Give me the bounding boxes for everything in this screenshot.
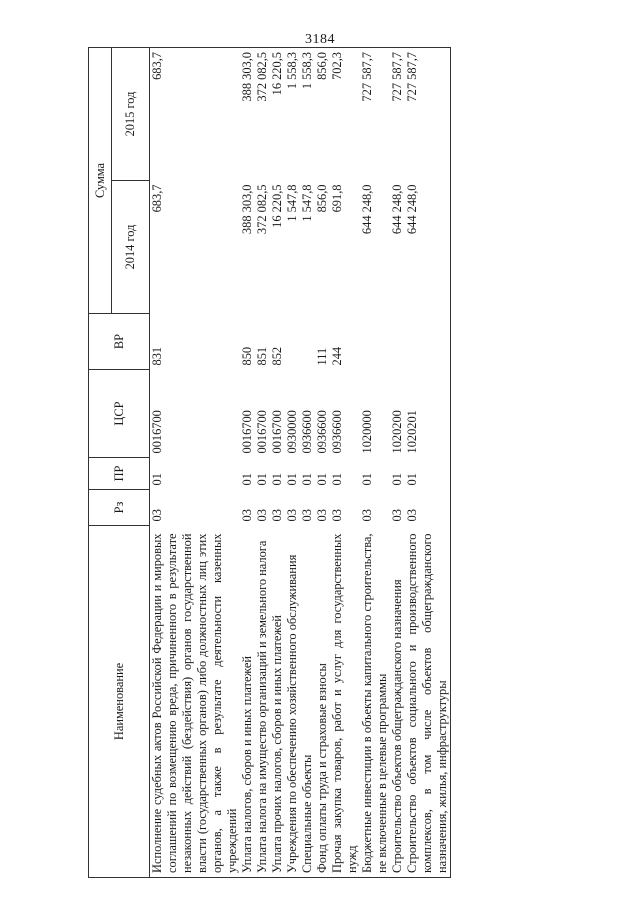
row-sum-2014: 691,8 (330, 184, 344, 213)
row-sum-2015: 388 303,0 (240, 48, 255, 181)
row-rz: 03 (240, 509, 254, 522)
header-name: Наименование (89, 526, 150, 878)
row-sum-2014: 644 248,0 (405, 181, 451, 314)
table-row (150, 48, 241, 878)
row-vr: 831 (150, 346, 164, 366)
table-row (270, 48, 285, 878)
row-vr (405, 314, 451, 370)
header-year-2014: 2014 год (112, 181, 150, 314)
row-rz: 03 (255, 509, 269, 522)
table-row (405, 48, 451, 878)
table-row (285, 48, 300, 878)
row-name: Исполнение судебных актов Российской Федерации и мировых соглашений по возмещению вреда, причиненного в результате незаконных действий (бездействия) органов государственной власти (государственных органов) либо должностных лиц этих органов, а также в результате деятельности казенных учреждений (150, 526, 241, 878)
row-pr: 01 (300, 473, 314, 486)
header-year-2015: 2015 год (112, 48, 150, 181)
row-pr: 01 (285, 473, 299, 486)
row-pr: 01 (330, 473, 344, 486)
row-csr: 0016700 (150, 410, 164, 454)
budget-table-container (88, 48, 628, 878)
row-sum-2015: 16 220,5 (270, 48, 285, 181)
row-vr (390, 314, 405, 370)
row-sum-2014: 856,0 (315, 184, 329, 213)
row-rz: 03 (360, 509, 374, 522)
row-sum-2014: 16 220,5 (270, 184, 284, 228)
row-sum-2015: 1 558,3 (285, 48, 300, 181)
row-vr: 850 (240, 346, 254, 366)
row-name: Прочая закупка товаров, работ и услуг для государственных нужд (330, 526, 360, 878)
row-csr: 0936600 (330, 410, 344, 454)
row-csr: 0016700 (240, 410, 254, 454)
row-pr: 01 (390, 473, 404, 486)
row-vr (360, 314, 390, 370)
row-sum-2014: 1 547,8 (285, 184, 299, 222)
row-name: Бюджетные инвестиции в объекты капитального строительства, не включенные в целевые программы (360, 526, 390, 878)
budget-table (88, 47, 451, 878)
table-row (255, 48, 270, 878)
row-vr: 851 (255, 346, 269, 366)
row-pr: 01 (405, 458, 451, 490)
page-number: 3184 (305, 32, 335, 47)
row-sum-2015: 1 558,3 (300, 48, 315, 181)
table-row (240, 48, 255, 878)
row-rz: 03 (285, 509, 299, 522)
row-sum-2014: 644 248,0 (390, 184, 404, 235)
row-sum-2015: 683,7 (150, 48, 241, 181)
row-sum-2015: 856,0 (315, 48, 330, 181)
header-rz: Рз (89, 490, 150, 526)
row-pr: 01 (270, 473, 284, 486)
row-rz: 03 (150, 509, 164, 522)
table-header (89, 48, 150, 878)
row-sum-2015: 702,3 (330, 48, 360, 181)
row-sum-2014: 644 248,0 (360, 184, 374, 235)
row-name: Уплата налога на имущество организаций и земельного налога (255, 526, 270, 878)
row-sum-2015: 372 082,5 (255, 48, 270, 181)
row-sum-2014: 372 082,5 (255, 184, 269, 235)
row-name: Строительство объектов общегражданского назначения (390, 526, 405, 878)
header-sum: Сумма (89, 48, 112, 314)
header-vr: ВР (89, 314, 150, 370)
row-sum-2014: 1 547,8 (300, 184, 314, 222)
row-rz: 03 (300, 509, 314, 522)
row-csr: 0936600 (315, 410, 329, 454)
row-csr: 1020200 (390, 410, 404, 454)
row-rz: 03 (390, 509, 404, 522)
header-csr: ЦСР (89, 370, 150, 458)
row-vr (300, 314, 315, 370)
row-pr: 01 (255, 473, 269, 486)
row-csr: 0016700 (270, 410, 284, 454)
table-row (390, 48, 405, 878)
table-row (330, 48, 360, 878)
row-csr: 1020000 (360, 410, 374, 454)
row-rz: 03 (330, 509, 344, 522)
row-vr: 111 (315, 347, 329, 366)
row-name: Учреждения по обеспечению хозяйственного обслуживания (285, 526, 300, 878)
row-sum-2015: 727 587,7 (360, 48, 390, 181)
table-body (150, 48, 451, 878)
row-rz: 03 (405, 490, 451, 526)
row-csr: 0016700 (255, 410, 269, 454)
table-row (315, 48, 330, 878)
row-csr: 0936600 (300, 410, 314, 454)
row-vr (285, 314, 300, 370)
row-name: Уплата налогов, сборов и иных платежей (240, 526, 255, 878)
row-name: Уплата прочих налогов, сборов и иных платежей (270, 526, 285, 878)
row-vr: 852 (270, 346, 284, 366)
row-pr: 01 (150, 473, 164, 486)
row-name: Строительство объектов социального и производственного комплексов, в том числе объектов общегражданского назначения, жилья, инфраструктуры (405, 526, 451, 878)
row-vr: 244 (330, 346, 344, 366)
row-sum-2015: 727 587,7 (390, 48, 405, 181)
header-pr: ПР (89, 458, 150, 490)
row-name: Фонд оплаты труда и страховые взносы (315, 526, 330, 878)
row-sum-2015: 727 587,7 (405, 48, 451, 181)
row-rz: 03 (270, 509, 284, 522)
row-pr: 01 (315, 473, 329, 486)
row-csr: 1020201 (405, 370, 451, 458)
row-csr: 0930000 (285, 410, 299, 454)
row-pr: 01 (240, 473, 254, 486)
row-sum-2014: 683,7 (150, 184, 164, 213)
row-pr: 01 (360, 473, 374, 486)
row-name: Специальные объекты (300, 526, 315, 878)
row-rz: 03 (315, 509, 329, 522)
row-sum-2014: 388 303,0 (240, 184, 254, 235)
table-row (300, 48, 315, 878)
table-row (360, 48, 390, 878)
